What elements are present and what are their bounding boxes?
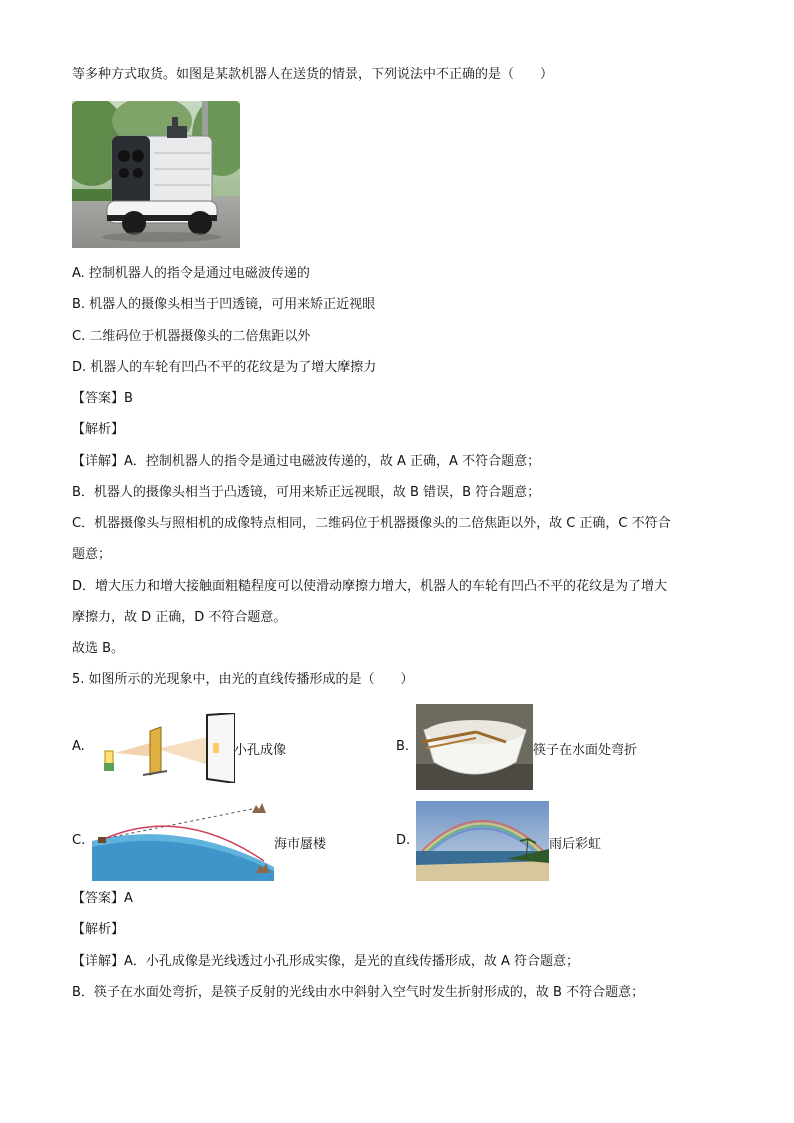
question-5-analysis-label: 【解析】 bbox=[72, 922, 125, 937]
question-4-option-c: C. 二维码位于机器摄像头的二倍焦距以外 bbox=[72, 329, 311, 344]
question-4-detail-line: C．机器摄像头与照相机的成像特点相同，二维码位于机器摄像头的二倍焦距以外，故 C 正确，C 不符合 bbox=[72, 516, 671, 531]
option-b-letter: B. bbox=[396, 739, 410, 754]
robot-delivery-photo bbox=[72, 101, 240, 248]
question-4-option-b: B. 机器人的摄像头相当于凹透镜，可用来矫正近视眼 bbox=[72, 297, 376, 312]
option-d-letter: D. bbox=[396, 833, 411, 848]
question-5-detail-line: B．筷子在水面处弯折，是筷子反射的光线由水中斜射入空气时发生折射形成的，故 B 不符合题意； bbox=[72, 985, 645, 1000]
question-4-stem: 等多种方式取货。如图是某款机器人在送货的情景，下列说法中不正确的是（ ） bbox=[72, 67, 554, 82]
rainbow-photo bbox=[416, 801, 549, 881]
question-4-detail-line: B．机器人的摄像头相当于凸透镜，可用来矫正远视眼，故 B 错误，B 符合题意； bbox=[72, 485, 541, 500]
question-5-detail-line: 【详解】A．小孔成像是光线透过小孔形成实像，是光的直线传播形成，故 A 符合题意； bbox=[72, 954, 580, 969]
option-c-caption: 海市蜃楼 bbox=[274, 837, 327, 852]
question-4-analysis-label: 【解析】 bbox=[72, 422, 125, 437]
option-a-caption: 小孔成像 bbox=[234, 743, 287, 758]
question-4-detail-line: 【详解】A．控制机器人的指令是通过电磁波传递的，故 A 正确，A 不符合题意； bbox=[72, 454, 541, 469]
question-4-detail-line: 题意； bbox=[72, 547, 112, 562]
option-b-caption: 筷子在水面处弯折 bbox=[533, 743, 638, 758]
question-5-answer: 【答案】A bbox=[72, 891, 133, 906]
mirage-figure bbox=[92, 801, 274, 881]
option-a-letter: A. bbox=[72, 739, 85, 754]
question-4-answer: 【答案】B bbox=[72, 391, 133, 406]
chopsticks-bowl-photo bbox=[416, 704, 533, 790]
question-4-option-a: A. 控制机器人的指令是通过电磁波传递的 bbox=[72, 266, 310, 281]
option-d-caption: 雨后彩虹 bbox=[549, 837, 602, 852]
pinhole-imaging-figure bbox=[95, 713, 235, 783]
option-c-letter: C. bbox=[72, 833, 86, 848]
question-4-option-d: D. 机器人的车轮有凹凸不平的花纹是为了增大摩擦力 bbox=[72, 360, 377, 375]
question-4-detail-line: D．增大压力和增大接触面粗糙程度可以使滑动摩擦力增大，机器人的车轮有凹凸不平的花纹是为了增大 bbox=[72, 579, 668, 594]
question-5-stem: 5. 如图所示的光现象中，由光的直线传播形成的是（ ） bbox=[72, 672, 414, 687]
question-4-detail-line: 摩擦力，故 D 正确，D 不符合题意。 bbox=[72, 610, 287, 625]
question-4-detail-line: 故选 B。 bbox=[72, 641, 125, 656]
